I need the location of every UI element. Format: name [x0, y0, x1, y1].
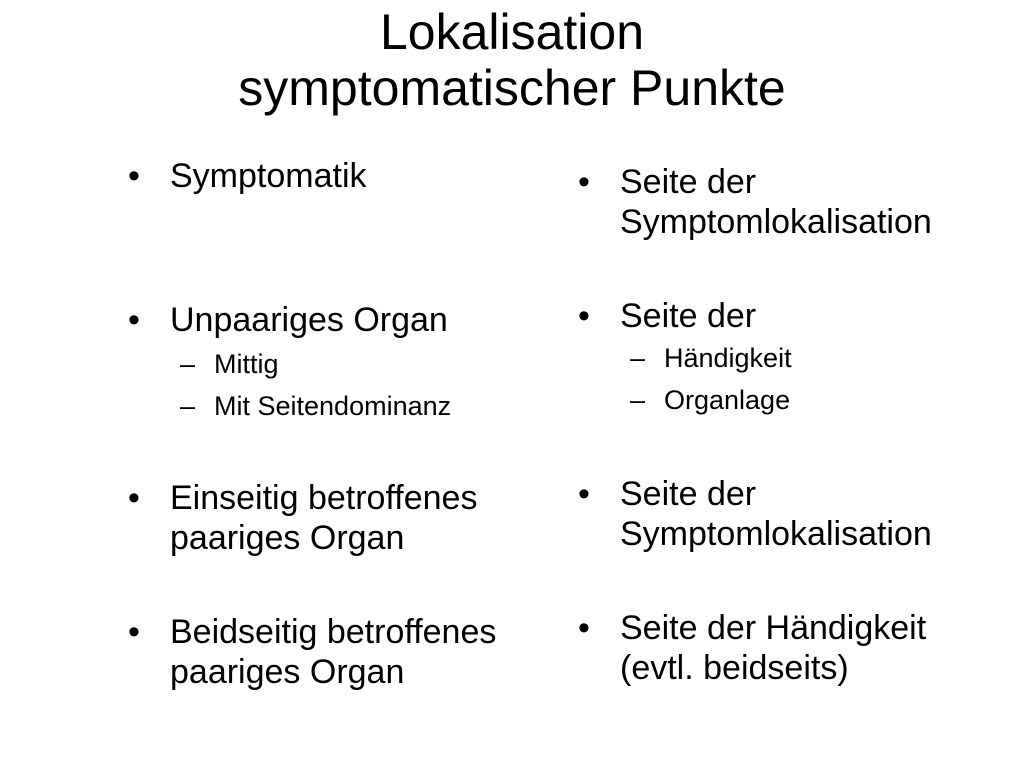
bullet-text-line-1: Seite der — [620, 475, 757, 513]
bullet-text-line-2: (evtl. beidseits) — [620, 649, 849, 687]
bullet-text: Symptomatik — [170, 157, 367, 195]
bullet-text-line-1: Beidseitig betroffenes — [170, 613, 497, 651]
bullet-text — [620, 474, 932, 554]
sub-bullet-marker: – — [180, 391, 196, 421]
bullet-text-line-1: Einseitig betroffenes — [170, 479, 478, 517]
bullet-text: Unpaariges Organ — [170, 301, 448, 339]
slide-title-line-2: symptomatischer Punkte — [238, 60, 786, 116]
bullet-text — [620, 162, 932, 242]
sub-bullet-marker: – — [180, 349, 196, 379]
slide-title — [0, 4, 1024, 116]
slide-title-line-1: Lokalisation — [379, 4, 645, 60]
sub-bullet-marker: – — [630, 343, 646, 373]
bullet-marker: • — [128, 613, 140, 651]
bullet-marker: • — [578, 297, 590, 335]
bullet-marker: • — [128, 479, 140, 517]
bullet-text-line-2: paariges Organ — [170, 519, 405, 557]
bullet-marker: • — [578, 163, 590, 201]
bullet-marker: • — [578, 475, 590, 513]
bullet-text-line-1: Seite der — [620, 163, 757, 201]
bullet-marker: • — [128, 301, 140, 339]
bullet-marker: • — [578, 609, 590, 647]
bullet-text — [170, 612, 496, 692]
sub-bullet-marker: – — [630, 385, 646, 415]
sub-bullet-text: Händigkeit — [664, 343, 792, 373]
bullet-text-line-2: Symptomlokalisation — [620, 515, 932, 553]
sub-bullet-text: Mit Seitendominanz — [214, 391, 452, 421]
sub-bullet-text: Mittig — [214, 349, 279, 379]
bullet-text-line-1: Seite der Händigkeit — [620, 609, 927, 647]
bullet-marker: • — [128, 157, 140, 195]
bullet-text — [170, 478, 477, 558]
bullet-text — [620, 608, 926, 688]
bullet-text: Seite der — [620, 297, 757, 335]
bullet-text-line-2: Symptomlokalisation — [620, 203, 932, 241]
sub-bullet-text: Organlage — [664, 385, 791, 415]
bullet-text-line-2: paariges Organ — [170, 653, 405, 691]
